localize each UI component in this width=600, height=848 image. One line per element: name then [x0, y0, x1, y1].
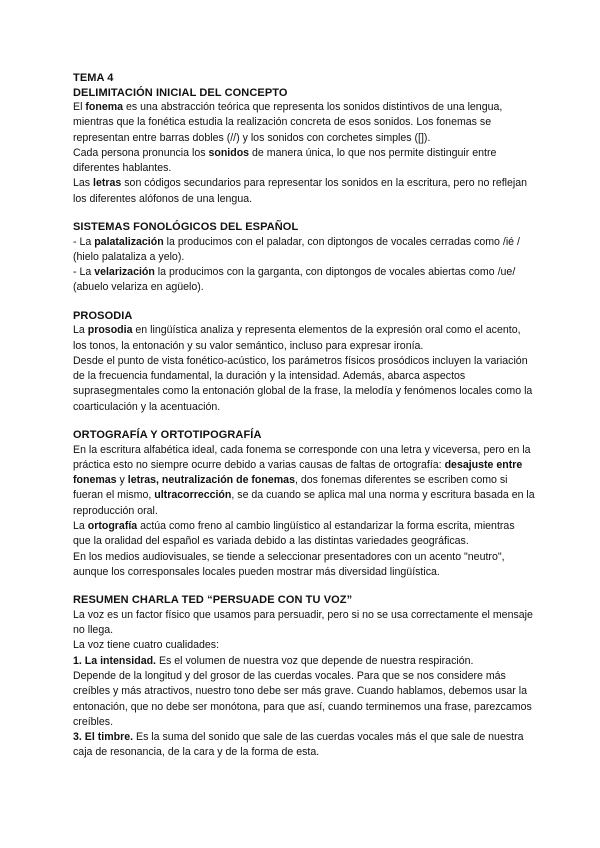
paragraph-tono: Depende de la longitud y del grosor de las cuerdas vocales. Para que se nos considere más creíbles y más atractivos, nuestro tono debe ser más grave. Cuando hablamos, debemos usar la entonación, que no debe ser monótona, para que así, cuando terminemos una frase, parezcamos creíbles.: [73, 669, 532, 728]
paragraph-palatalizacion: - La palatalización la producimos con el paladar, con diptongos de vocales cerradas como /ié / (hielo palataliza a yelo).: [73, 235, 520, 263]
term-letras: letras: [93, 177, 122, 190]
section-gap: [73, 207, 535, 220]
section-gap: [73, 296, 535, 309]
paragraph-timbre: 3. El timbre. Es la suma del sonido que sale de las cuerdas vocales más el que sale de nuestra: [73, 731, 524, 744]
term-fonema: fonema: [85, 101, 124, 113]
paragraph-prosodia: La prosodia en lingüística analiza y representa elementos de la expresión oral como el acento, los tonos, la entonación y su valor semántico, incluso para expresar ironía.: [73, 324, 521, 352]
paragraph-velarizacion: - La velarización la producimos con la garganta, con diptongos de vocales abiertas como /ue/ (abuelo velariza en agüelo).: [73, 266, 516, 294]
term-ultracorreccion: ultracorrección: [154, 489, 232, 502]
paragraph-fonema: El fonema es una abstracción teórica que representa los sonidos distintivos de una lengua, mientras que la fonética estudia la realización concreta de esos sonidos. Los fonemas se representan entre barras dobles (//) y los sonidos con corchetes simples ([]).: [73, 101, 503, 144]
term-palatalizacion: palatalización: [94, 235, 164, 248]
paragraph-sonidos: Cada persona pronuncia los sonidos de manera única, lo que nos permite distinguir entre diferentes hablantes.: [73, 146, 497, 175]
term-timbre: 3. El timbre.: [73, 731, 134, 744]
term-neutralizacion: letras, neutralización de fonemas: [127, 474, 295, 487]
paragraph-intensidad: 1. La intensidad. Es el volumen de nuestra voz que depende de nuestra respiración.: [73, 654, 474, 667]
paragraph-fonetico-acustico: Desde el punto de vista fonético-acústico, los parámetros físicos prosódicos incluyen la variación de la frecuencia fundamental, la duración y la intensidad. Además, abarca aspectos suprasegmentales como la entonación global de la frase, la melodía y fenómenos locales como la coarticulación y la acentuación.: [73, 354, 533, 413]
document-body: [73, 71, 535, 761]
term-desajuste: desajuste entre fonemas: [73, 458, 523, 487]
term-velarizacion: velarización: [94, 266, 155, 279]
section-gap: [73, 580, 535, 593]
paragraph-letras: Las letras son códigos secundarios para representar los sonidos en la escritura, pero no reflejan los diferentes alófonos de una lengua.: [73, 177, 528, 205]
paragraph-voz-factor: La voz es un factor físico que usamos para persuadir, pero si no se usa correctamente el mensaje no llega.: [73, 608, 533, 637]
section-title-ortografia: ORTOGRAFÍA Y ORTOTIPOGRAFÍA: [73, 429, 262, 442]
paragraph-cualidades: La voz tiene cuatro cualidades:: [73, 639, 220, 652]
tema-heading: TEMA 4: [73, 72, 114, 84]
section-gap: [73, 415, 535, 428]
section-title-sistemas: SISTEMAS FONOLÓGICOS DEL ESPAÑOL: [73, 221, 299, 234]
term-ortografia: ortografía: [87, 520, 138, 533]
paragraph-ortografia: La ortografía actúa como freno al cambio lingüístico al estandarizar la forma escrita, mientras que la oralidad del español es variada debido a las distintas variedades geográficas.: [73, 520, 515, 548]
paragraph-medios-audiovisuales: En los medios audiovisuales, se tiende a seleccionar presentadores con un acento "neutro", aunque los corresponsales locales pueden mostrar más diversidad lingüística.: [73, 550, 505, 578]
term-sonidos: sonidos: [208, 146, 250, 159]
paragraph-escritura-alfabetica: En la escritura alfabética ideal, cada fonema se corresponde con una letra y viceversa, pero en la práctica esto no siempre ocurre debido a varias causas de faltas de ortografía: desajuste entre fonemas y letras, neutralización de fonemas, dos fonemas diferentes se escriben como si fueran el mismo, ultracorrección, se da cuando se aplica mal una norma y escritura basada en la reproducción oral.: [73, 443, 535, 517]
section-title-prosodia: PROSODIA: [73, 309, 133, 322]
paragraph-caja-resonancia: caja de resonancia, de la cara y de la forma de esta.: [73, 746, 320, 759]
term-prosodia: prosodia: [87, 324, 133, 337]
section-title-delimitacion: DELIMITACIÓN INICIAL DEL CONCEPTO: [73, 86, 288, 99]
term-intensidad: 1. La intensidad.: [73, 654, 157, 667]
section-title-resumen-ted: RESUMEN CHARLA TED “PERSUADE CON TU VOZ”: [73, 594, 353, 607]
